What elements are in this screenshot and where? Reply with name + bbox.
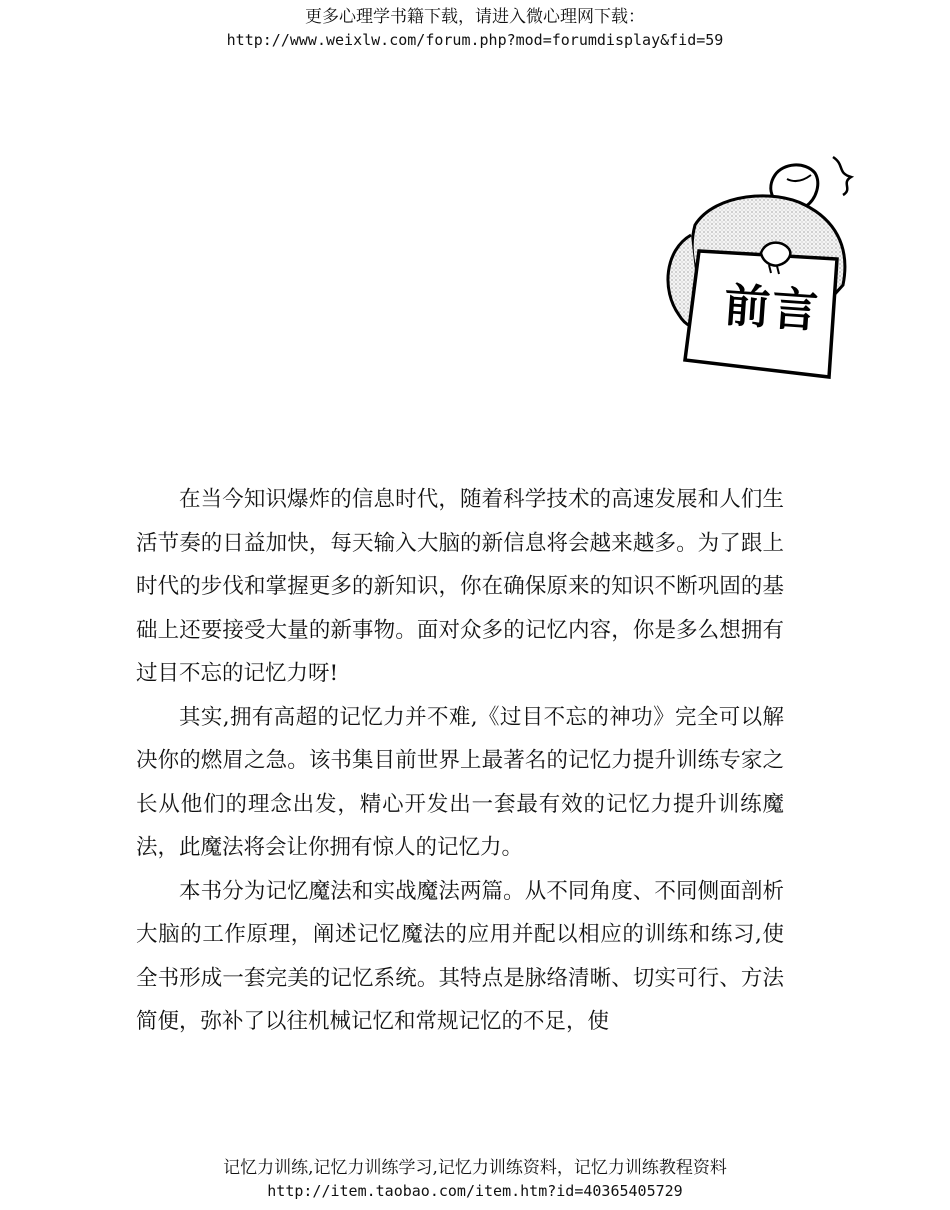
page-footer bbox=[0, 1157, 950, 1203]
footer-url-link[interactable]: http://item.taobao.com/item.htm?id=40365405729 bbox=[267, 1182, 683, 1200]
page-header bbox=[0, 6, 950, 52]
header-url-link[interactable]: http://www.weixlw.com/forum.php?mod=forumdisplay&fid=59 bbox=[226, 31, 724, 49]
preface-illustration bbox=[655, 155, 865, 380]
sign-title-text: 前言 bbox=[722, 277, 822, 339]
header-promo-text: 更多心理学书籍下载，请进入微心理网下载： bbox=[305, 7, 645, 27]
preface-body bbox=[136, 478, 784, 1044]
footer-keywords-text: 记忆力训练,记忆力训练学习,记忆力训练资料，记忆力训练教程资料 bbox=[223, 1158, 727, 1178]
cartoon-figure-holding-sign-icon bbox=[655, 155, 865, 380]
paragraph-2: 其实,拥有高超的记忆力并不难,《过目不忘的神功》完全可以解决你的燃眉之急。该书集目前世界上最著名的记忆力提升训练专家之长从他们的理念出发，精心开发出一套最有效的记忆力提升训练魔法，此魔法将会让你拥有惊人的记忆力。 bbox=[136, 704, 784, 860]
paragraph-1: 在当今知识爆炸的信息时代，随着科学技术的高速发展和人们生活节奏的日益加快，每天输入大脑的新信息将会越来越多。为了跟上时代的步伐和掌握更多的新知识，你在确保原来的知识不断巩固的基础上还要接受大量的新事物。面对众多的记忆内容，你是多么想拥有过目不忘的记忆力呀! bbox=[136, 487, 784, 686]
paragraph-3: 本书分为记忆魔法和实战魔法两篇。从不同角度、不同侧面剖析大脑的工作原理，阐述记忆魔法的应用并配以相应的训练和练习,使全书形成一套完美的记忆系统。其特点是脉络清晰、切实可行、方法简便，弥补了以往机械记忆和常规记忆的不足，使 bbox=[136, 878, 784, 1034]
